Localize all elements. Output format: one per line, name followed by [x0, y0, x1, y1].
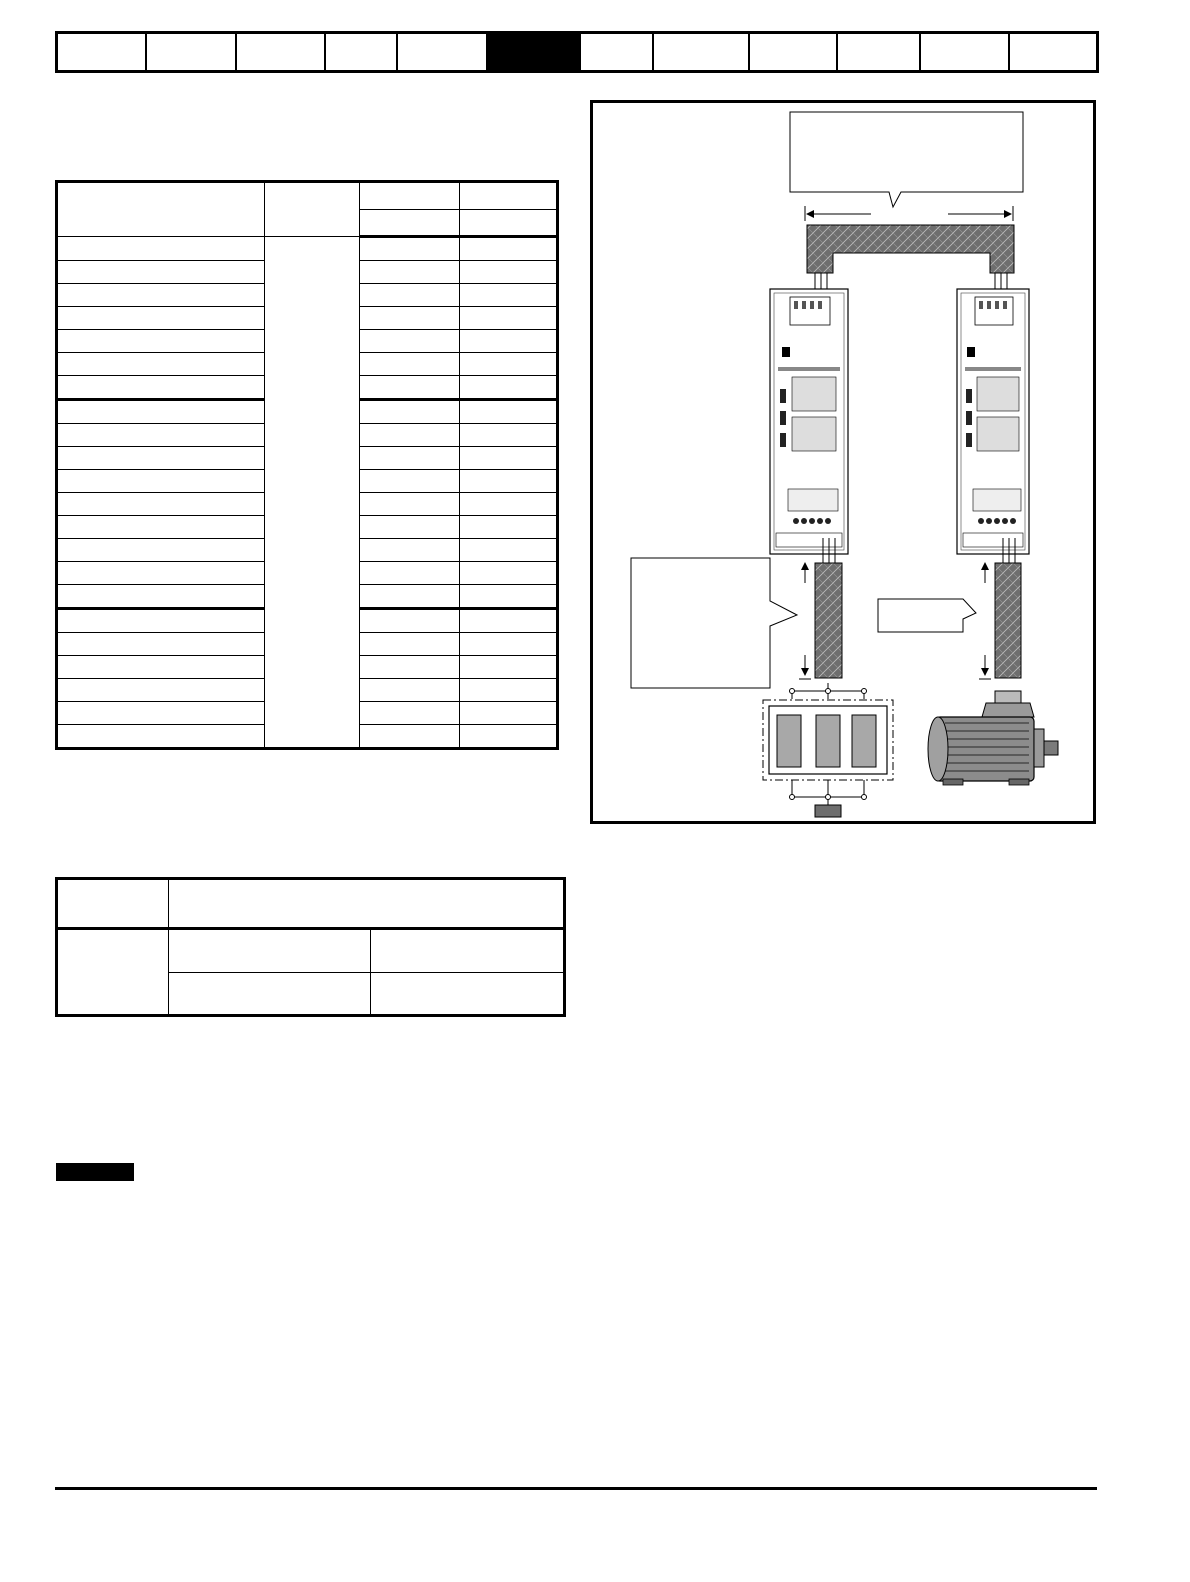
table-cell: [460, 307, 558, 330]
table-cell: [460, 447, 558, 470]
table-cell: [360, 470, 460, 493]
table-cell: [360, 493, 460, 516]
table-cell: [57, 516, 265, 539]
nav-tab-5[interactable]: [398, 34, 488, 70]
diagram-svg: [593, 103, 1093, 821]
table-row: [57, 237, 558, 261]
table-cell: [460, 424, 558, 447]
table-cell: [57, 261, 265, 284]
table-cell: [460, 261, 558, 284]
nav-tab-4[interactable]: [326, 34, 398, 70]
table-header-cell: [57, 879, 169, 929]
table-cell: [360, 585, 460, 609]
table-cell: [57, 470, 265, 493]
table-cell: [57, 656, 265, 679]
table-merged-cell: [265, 237, 360, 749]
table-header-cell: [460, 210, 558, 237]
table-cell: [57, 237, 265, 261]
table-cell: [460, 516, 558, 539]
dimension-arrow-right: [979, 563, 991, 679]
table-cell: [57, 679, 265, 702]
table-cell: [169, 973, 371, 1016]
table-cell: [360, 562, 460, 585]
drive-unit-icon: [770, 289, 848, 554]
shielded-cable-icon: [807, 225, 1014, 273]
table-cell: [360, 261, 460, 284]
table-header-cell: [360, 210, 460, 237]
table-cell: [460, 284, 558, 307]
table-cell: [360, 516, 460, 539]
table-cell: [360, 376, 460, 400]
table-cell: [360, 702, 460, 725]
nav-tab-7[interactable]: [581, 34, 654, 70]
table-cell: [57, 424, 265, 447]
shielded-cable-icon: [995, 563, 1021, 678]
table-cell: [371, 929, 565, 973]
callout-top: [790, 112, 1023, 207]
table-cell: [460, 376, 558, 400]
table-header-cell: [460, 182, 558, 210]
table-cell: [360, 424, 460, 447]
table-cell: [460, 725, 558, 749]
emc-filter-icon: [763, 683, 893, 817]
table-cell: [460, 633, 558, 656]
table-cell: [360, 539, 460, 562]
table-cell: [57, 353, 265, 376]
table-cell: [460, 470, 558, 493]
table-row: [57, 929, 565, 973]
table-cell: [360, 656, 460, 679]
nav-tab-6-active[interactable]: [488, 34, 581, 70]
table-cell: [460, 679, 558, 702]
table-cell: [57, 330, 265, 353]
table-cell: [57, 539, 265, 562]
drive-unit-icon: [957, 289, 1029, 554]
table-cell: [460, 656, 558, 679]
table-cell: [460, 585, 558, 609]
table-cell: [460, 353, 558, 376]
table-cell: [360, 633, 460, 656]
table-cell: [360, 237, 460, 261]
nav-tab-12[interactable]: [1010, 34, 1096, 70]
dimension-arrow-left: [799, 563, 811, 679]
table-cell: [371, 973, 565, 1016]
table-cell: [57, 633, 265, 656]
table-cell: [57, 562, 265, 585]
table-cell: [360, 307, 460, 330]
motor-icon: [928, 691, 1058, 785]
table-cell: [360, 679, 460, 702]
ratings-table: [55, 180, 559, 750]
shielded-cable-icon: [815, 563, 842, 678]
footer-rule: [55, 1487, 1097, 1490]
nav-tab-11[interactable]: [921, 34, 1010, 70]
table-cell: [460, 330, 558, 353]
table-header-cell: [169, 879, 565, 929]
nav-tab-1[interactable]: [58, 34, 147, 70]
nav-tab-9[interactable]: [750, 34, 838, 70]
table-cell: [360, 725, 460, 749]
table-cell: [57, 609, 265, 633]
callout-right: [878, 599, 976, 632]
table-cell: [57, 376, 265, 400]
table-header-row: [57, 879, 565, 929]
table-cell: [57, 307, 265, 330]
table-cell: [460, 562, 558, 585]
table-cell: [57, 447, 265, 470]
table-cell: [57, 493, 265, 516]
table-header-row: [57, 182, 558, 210]
nav-tab-2[interactable]: [147, 34, 237, 70]
table-header-cell: [57, 182, 265, 237]
table-header-cell: [360, 182, 460, 210]
installation-diagram: [590, 100, 1096, 824]
table-cell: [360, 609, 460, 633]
table-cell: [460, 609, 558, 633]
table-cell: [360, 330, 460, 353]
table-cell: [360, 284, 460, 307]
table-cell: [57, 725, 265, 749]
section-nav-bar: [55, 31, 1099, 73]
nav-tab-3[interactable]: [237, 34, 326, 70]
table-cell: [57, 400, 265, 424]
callout-left: [631, 558, 797, 688]
spec-table: [55, 877, 566, 1017]
table-cell: [57, 585, 265, 609]
table-cell: [460, 493, 558, 516]
table-cell: [57, 929, 169, 1016]
table-cell: [460, 237, 558, 261]
table-cell: [57, 702, 265, 725]
table-cell: [460, 702, 558, 725]
table-cell: [360, 353, 460, 376]
table-cell: [169, 929, 371, 973]
table-cell: [460, 539, 558, 562]
dimension-arrow-top: [805, 206, 1013, 221]
table-cell: [460, 400, 558, 424]
note-label: [56, 1163, 134, 1181]
nav-tab-8[interactable]: [654, 34, 750, 70]
table-cell: [57, 284, 265, 307]
table-cell: [360, 400, 460, 424]
table-cell: [360, 447, 460, 470]
table-header-cell: [265, 182, 360, 237]
nav-tab-10[interactable]: [838, 34, 921, 70]
